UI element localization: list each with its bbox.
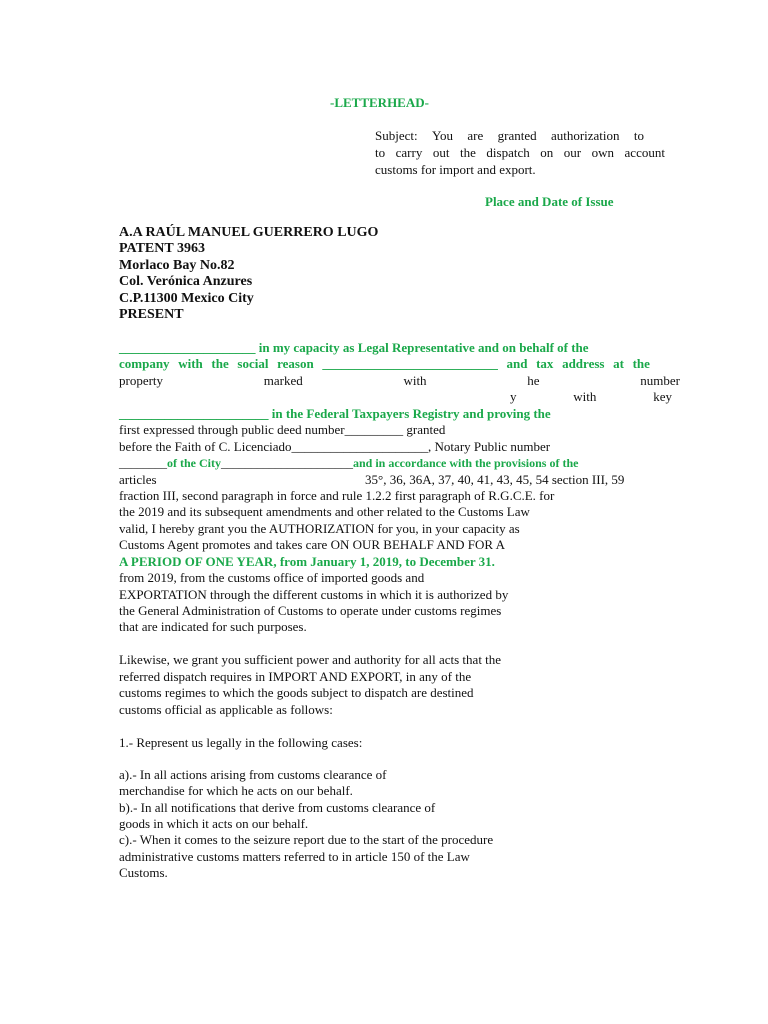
- word: with: [573, 389, 597, 404]
- word: reason: [277, 356, 314, 371]
- word: number: [640, 373, 680, 388]
- word: are: [467, 128, 484, 143]
- text: and in accordance with the provisions of the: [353, 456, 579, 470]
- word: he: [527, 373, 540, 388]
- text: of the City: [167, 456, 221, 470]
- subject-line-3: customs for import and export.: [375, 162, 536, 177]
- word: key: [653, 389, 672, 404]
- para2-line-1: Likewise, we grant you sufficient power and authority for all acts that the: [119, 652, 502, 667]
- subject-line-2: [375, 145, 665, 161]
- body-line-11: the 2019 and its subsequent amendments and other related to the Customs Law: [119, 504, 530, 519]
- list-item-a-line-1: a).- In all actions arising from customs clearance of: [119, 767, 387, 782]
- body-line-14: A PERIOD OF ONE YEAR, from January 1, 2019, to December 31.: [119, 554, 495, 569]
- recipient-street: Morlaco Bay No.82: [119, 258, 235, 273]
- word: and: [506, 356, 528, 371]
- list-heading: 1.- Represent us legally in the following cases:: [119, 735, 363, 750]
- word: own: [591, 145, 615, 160]
- word: y: [510, 389, 517, 404]
- word: social: [237, 356, 269, 371]
- word: granted: [497, 128, 537, 143]
- subject-line-1: [375, 128, 644, 144]
- body-line-12: valid, I hereby grant you the AUTHORIZATION for you, in your capacity as: [119, 521, 520, 536]
- recipient-colony: Col. Verónica Anzures: [119, 274, 253, 289]
- para2-line-2: referred dispatch requires in IMPORT AND EXPORT, in any of the: [119, 669, 472, 684]
- recipient-present: PRESENT: [119, 307, 184, 322]
- body-line-3: [119, 373, 680, 389]
- word: with: [178, 356, 203, 371]
- list-item-a-line-2: merchandise for which he acts on our behalf.: [119, 783, 353, 798]
- body-line-13: Customs Agent promotes and takes care ON OUR BEHALF AND FOR A: [119, 537, 506, 552]
- word: out: [432, 145, 450, 160]
- body-line-1: [119, 340, 589, 356]
- body-line-17: the General Administration of Customs to operate under customs regimes: [119, 603, 502, 618]
- body-line-6: first expressed through public deed number_________ granted: [119, 422, 446, 437]
- body-line-4: [510, 389, 672, 405]
- body-line-9-right: 35°, 36, 36A, 37, 40, 41, 43, 45, 54 section III, 59: [365, 472, 625, 487]
- recipient-name: A.A RAÚL MANUEL GUERRERO LUGO: [119, 225, 379, 240]
- text: in my capacity as Legal Representative and on behalf of the: [255, 340, 589, 355]
- list-item-b-line-2: goods in which it acts on our behalf.: [119, 816, 309, 831]
- recipient-postal: C.P.11300 Mexico City: [119, 291, 254, 306]
- place-date: Place and Date of Issue: [485, 194, 614, 209]
- word: You: [431, 128, 454, 143]
- word: the: [632, 356, 650, 371]
- body-line-16: EXPORTATION through the different customs in which it is authorized by: [119, 587, 509, 602]
- word: marked: [263, 373, 303, 388]
- blank-field: ______________________: [221, 456, 353, 470]
- word: the: [460, 145, 476, 160]
- para2-line-3: customs regimes to which the goods subject to dispatch are destined: [119, 685, 474, 700]
- body-line-2: [119, 356, 650, 372]
- word: tax: [536, 356, 554, 371]
- word: to: [633, 128, 644, 143]
- word: Subject:: [375, 128, 418, 143]
- body-line-15: from 2019, from the customs office of imported goods and: [119, 570, 425, 585]
- blank-field: ___________________________: [322, 356, 498, 371]
- body-line-8: [119, 455, 578, 471]
- list-item-c-line-3: Customs.: [119, 865, 168, 880]
- list-item-b-line-1: b).- In all notifications that derive from customs clearance of: [119, 800, 436, 815]
- body-line-10: fraction III, second paragraph in force and rule 1.2.2 first paragraph of R.G.C.E. for: [119, 488, 555, 503]
- body-line-9-left: articles: [119, 472, 157, 487]
- recipient-patent: PATENT 3963: [119, 241, 205, 256]
- text: in the Federal Taxpayers Registry and proving the: [268, 406, 551, 421]
- letterhead: -LETTERHEAD-: [330, 95, 429, 110]
- word: account: [624, 145, 665, 160]
- word: company: [119, 356, 170, 371]
- word: at: [613, 356, 624, 371]
- word: address: [562, 356, 605, 371]
- blank-field: _______________________: [119, 406, 269, 421]
- list-item-c-line-2: administrative customs matters referred to in article 150 of the Law: [119, 849, 470, 864]
- blank-field: _____________________: [119, 340, 256, 355]
- word: with: [403, 373, 427, 388]
- word: the: [211, 356, 229, 371]
- word: to: [375, 145, 386, 160]
- word: property: [119, 373, 164, 388]
- body-line-5: [119, 406, 551, 422]
- word: carry: [395, 145, 423, 160]
- para2-line-4: customs official as applicable as follows:: [119, 702, 333, 717]
- list-item-c-line-1: c).- When it comes to the seizure report due to the start of the procedure: [119, 832, 494, 847]
- word: on: [540, 145, 554, 160]
- body-line-18: that are indicated for such purposes.: [119, 619, 307, 634]
- word: authorization: [550, 128, 620, 143]
- blank-field: ________: [119, 456, 167, 470]
- word: dispatch: [486, 145, 530, 160]
- word: our: [563, 145, 582, 160]
- body-line-7: before the Faith of C. Licenciado_____________________, Notary Public number: [119, 439, 551, 454]
